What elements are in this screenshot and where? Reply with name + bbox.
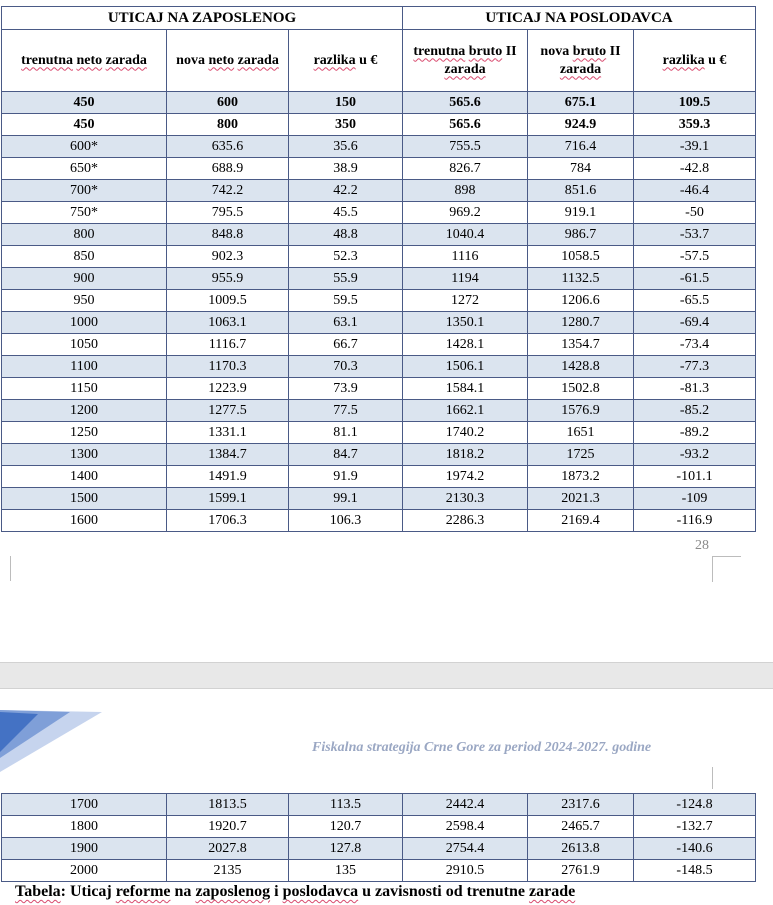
table-cell: 84.7 bbox=[289, 444, 403, 466]
table-cell: 848.8 bbox=[167, 224, 289, 246]
table-row bbox=[2, 794, 756, 816]
table-row bbox=[2, 136, 756, 158]
table-cell: 66.7 bbox=[289, 334, 403, 356]
table-cell: 70.3 bbox=[289, 356, 403, 378]
table-cell: 795.5 bbox=[167, 202, 289, 224]
table-cell: 1900 bbox=[2, 838, 167, 860]
table-cell: 450 bbox=[2, 92, 167, 114]
table-cell: 1300 bbox=[2, 444, 167, 466]
table-cell: 1206.6 bbox=[528, 290, 634, 312]
table-row bbox=[2, 444, 756, 466]
table-cell: 1506.1 bbox=[403, 356, 528, 378]
table-cell: -53.7 bbox=[634, 224, 756, 246]
table-cell: 969.2 bbox=[403, 202, 528, 224]
table-cell: 1100 bbox=[2, 356, 167, 378]
header-corner-mark bbox=[712, 767, 714, 789]
table-cell: 1974.2 bbox=[403, 466, 528, 488]
table-cell: 1400 bbox=[2, 466, 167, 488]
table-cell: -61.5 bbox=[634, 268, 756, 290]
table-cell: 688.9 bbox=[167, 158, 289, 180]
table-cell: 700* bbox=[2, 180, 167, 202]
table-cell: -69.4 bbox=[634, 312, 756, 334]
table-cell: 73.9 bbox=[289, 378, 403, 400]
table-cell: 91.9 bbox=[289, 466, 403, 488]
table-cell: 1384.7 bbox=[167, 444, 289, 466]
table-cell: 1873.2 bbox=[528, 466, 634, 488]
table-cell: -148.5 bbox=[634, 860, 756, 882]
table-cell: 1920.7 bbox=[167, 816, 289, 838]
table-cell: -89.2 bbox=[634, 422, 756, 444]
employee-impact-header: UTICAJ NA ZAPOSLENOG bbox=[2, 7, 403, 30]
table-cell: 851.6 bbox=[528, 180, 634, 202]
table-cell: 1116.7 bbox=[167, 334, 289, 356]
table-cell: -77.3 bbox=[634, 356, 756, 378]
table-cell: 1576.9 bbox=[528, 400, 634, 422]
table-cell: 950 bbox=[2, 290, 167, 312]
table-cell: 600* bbox=[2, 136, 167, 158]
table-cell: 716.4 bbox=[528, 136, 634, 158]
table-row bbox=[2, 224, 756, 246]
table-cell: 826.7 bbox=[403, 158, 528, 180]
table-cell: 1700 bbox=[2, 794, 167, 816]
table-cell: -116.9 bbox=[634, 510, 756, 532]
table-cell: 1428.8 bbox=[528, 356, 634, 378]
table-cell: 1500 bbox=[2, 488, 167, 510]
table-cell: -101.1 bbox=[634, 466, 756, 488]
table-cell: 2761.9 bbox=[528, 860, 634, 882]
table-cell: 2317.6 bbox=[528, 794, 634, 816]
table-row bbox=[2, 268, 756, 290]
table-row bbox=[2, 860, 756, 882]
table-cell: 919.1 bbox=[528, 202, 634, 224]
table-cell: -93.2 bbox=[634, 444, 756, 466]
table-row bbox=[2, 838, 756, 860]
table-cell: 1132.5 bbox=[528, 268, 634, 290]
table-cell: 2598.4 bbox=[403, 816, 528, 838]
table-cell: 127.8 bbox=[289, 838, 403, 860]
page-gap bbox=[0, 662, 773, 689]
table-cell: 1170.3 bbox=[167, 356, 289, 378]
employer-impact-header: UTICAJ NA POSLODAVCA bbox=[403, 7, 756, 30]
table-cell: 600 bbox=[167, 92, 289, 114]
table-row bbox=[2, 246, 756, 268]
table-cell: -81.3 bbox=[634, 378, 756, 400]
table-cell: 1063.1 bbox=[167, 312, 289, 334]
table-cell: 1584.1 bbox=[403, 378, 528, 400]
table-cell: 45.5 bbox=[289, 202, 403, 224]
table-cell: 565.6 bbox=[403, 92, 528, 114]
table-cell: 81.1 bbox=[289, 422, 403, 444]
table-cell: 1150 bbox=[2, 378, 167, 400]
table-cell: 1280.7 bbox=[528, 312, 634, 334]
table-cell: 1223.9 bbox=[167, 378, 289, 400]
table-row bbox=[2, 92, 756, 114]
table-cell: 2910.5 bbox=[403, 860, 528, 882]
table-cell: 898 bbox=[403, 180, 528, 202]
table-cell: -109 bbox=[634, 488, 756, 510]
table-cell: 1428.1 bbox=[403, 334, 528, 356]
table-row bbox=[2, 180, 756, 202]
table-row bbox=[2, 114, 756, 136]
page-number: 28 bbox=[695, 538, 709, 553]
column-header-1: trenutna neto zarada bbox=[2, 30, 167, 92]
table-cell: 135 bbox=[289, 860, 403, 882]
table-cell: 2021.3 bbox=[528, 488, 634, 510]
table-cell: 1050 bbox=[2, 334, 167, 356]
table-cell: -85.2 bbox=[634, 400, 756, 422]
table-cell: 1194 bbox=[403, 268, 528, 290]
table-cell: 450 bbox=[2, 114, 167, 136]
column-header-4: trenutna bruto II zarada bbox=[403, 30, 528, 92]
table-cell: 1491.9 bbox=[167, 466, 289, 488]
table-cell: -65.5 bbox=[634, 290, 756, 312]
column-header-6: razlika u € bbox=[634, 30, 756, 92]
table-cell: 35.6 bbox=[289, 136, 403, 158]
table-cell: 63.1 bbox=[289, 312, 403, 334]
table-cell: 2027.8 bbox=[167, 838, 289, 860]
table-cell: -57.5 bbox=[634, 246, 756, 268]
table-cell: -124.8 bbox=[634, 794, 756, 816]
table-cell: 2000 bbox=[2, 860, 167, 882]
table-cell: 1725 bbox=[528, 444, 634, 466]
table-cell: 1813.5 bbox=[167, 794, 289, 816]
table-cell: 750* bbox=[2, 202, 167, 224]
table-cell: 42.2 bbox=[289, 180, 403, 202]
table-cell: 2613.8 bbox=[528, 838, 634, 860]
table-cell: 784 bbox=[528, 158, 634, 180]
table-cell: -140.6 bbox=[634, 838, 756, 860]
table-cell: -50 bbox=[634, 202, 756, 224]
table-cell: 1277.5 bbox=[167, 400, 289, 422]
table-row bbox=[2, 356, 756, 378]
table-cell: 2169.4 bbox=[528, 510, 634, 532]
table-cell: 1662.1 bbox=[403, 400, 528, 422]
table-cell: 1331.1 bbox=[167, 422, 289, 444]
table-cell: 99.1 bbox=[289, 488, 403, 510]
table-cell: 1116 bbox=[403, 246, 528, 268]
table-cell: 120.7 bbox=[289, 816, 403, 838]
table-cell: 1740.2 bbox=[403, 422, 528, 444]
table-cell: 565.6 bbox=[403, 114, 528, 136]
table-row bbox=[2, 312, 756, 334]
table-cell: 150 bbox=[289, 92, 403, 114]
table-row bbox=[2, 816, 756, 838]
table-cell: 850 bbox=[2, 246, 167, 268]
table-cell: 1200 bbox=[2, 400, 167, 422]
table-cell: 1818.2 bbox=[403, 444, 528, 466]
table-cell: 1250 bbox=[2, 422, 167, 444]
table-cell: 986.7 bbox=[528, 224, 634, 246]
table-cell: 1040.4 bbox=[403, 224, 528, 246]
table-cell: -42.8 bbox=[634, 158, 756, 180]
page-corner-mark-left bbox=[2, 556, 11, 581]
table-row bbox=[2, 334, 756, 356]
running-header: Fiskalna strategija Crne Gore za period 2024-2027. godine bbox=[312, 740, 652, 755]
table-cell: 52.3 bbox=[289, 246, 403, 268]
table-cell: 675.1 bbox=[528, 92, 634, 114]
table-cell: 1706.3 bbox=[167, 510, 289, 532]
column-header-5: nova bruto II zarada bbox=[528, 30, 634, 92]
table-row bbox=[2, 466, 756, 488]
table-cell: 1058.5 bbox=[528, 246, 634, 268]
table-cell: 1502.8 bbox=[528, 378, 634, 400]
table-cell: 1800 bbox=[2, 816, 167, 838]
table-row bbox=[2, 400, 756, 422]
table-caption: Tabela: Uticaj reforme na zaposlenog i poslodavca u zavisnosti od trenutne zarade bbox=[15, 883, 576, 900]
table-cell: 350 bbox=[289, 114, 403, 136]
table-row bbox=[2, 378, 756, 400]
table-cell: 924.9 bbox=[528, 114, 634, 136]
table-cell: 38.9 bbox=[289, 158, 403, 180]
table-cell: 2754.4 bbox=[403, 838, 528, 860]
table-cell: 77.5 bbox=[289, 400, 403, 422]
table-cell: 109.5 bbox=[634, 92, 756, 114]
table-cell: 55.9 bbox=[289, 268, 403, 290]
table-cell: 955.9 bbox=[167, 268, 289, 290]
table-cell: 755.5 bbox=[403, 136, 528, 158]
table-cell: 1009.5 bbox=[167, 290, 289, 312]
table-cell: -73.4 bbox=[634, 334, 756, 356]
table-row bbox=[2, 510, 756, 532]
column-header-3: razlika u € bbox=[289, 30, 403, 92]
table-cell: 1000 bbox=[2, 312, 167, 334]
table-cell: 1350.1 bbox=[403, 312, 528, 334]
table-cell: 113.5 bbox=[289, 794, 403, 816]
column-header-2: nova neto zarada bbox=[167, 30, 289, 92]
table-cell: 900 bbox=[2, 268, 167, 290]
table-cell: 800 bbox=[167, 114, 289, 136]
table-row bbox=[2, 202, 756, 224]
table-cell: 650* bbox=[2, 158, 167, 180]
table-row bbox=[2, 422, 756, 444]
table-cell: 2130.3 bbox=[403, 488, 528, 510]
salary-impact-table-page-2 bbox=[1, 793, 756, 882]
table-row bbox=[2, 488, 756, 510]
blue-triangle-logo-icon bbox=[0, 710, 110, 790]
table-cell: 59.5 bbox=[289, 290, 403, 312]
table-cell: 2465.7 bbox=[528, 816, 634, 838]
table-cell: -132.7 bbox=[634, 816, 756, 838]
table-cell: 2135 bbox=[167, 860, 289, 882]
table-cell: 635.6 bbox=[167, 136, 289, 158]
salary-impact-table-page-1 bbox=[1, 6, 756, 532]
page-corner-mark-right bbox=[712, 556, 741, 582]
table-cell: 48.8 bbox=[289, 224, 403, 246]
table-cell: -46.4 bbox=[634, 180, 756, 202]
table-cell: 1651 bbox=[528, 422, 634, 444]
table-cell: 1354.7 bbox=[528, 334, 634, 356]
table-row bbox=[2, 290, 756, 312]
table-cell: 106.3 bbox=[289, 510, 403, 532]
table-cell: 902.3 bbox=[167, 246, 289, 268]
table-cell: 1599.1 bbox=[167, 488, 289, 510]
table-cell: 359.3 bbox=[634, 114, 756, 136]
table-cell: 2286.3 bbox=[403, 510, 528, 532]
table-cell: 2442.4 bbox=[403, 794, 528, 816]
table-cell: 1272 bbox=[403, 290, 528, 312]
table-cell: 800 bbox=[2, 224, 167, 246]
table-cell: 1600 bbox=[2, 510, 167, 532]
table-cell: -39.1 bbox=[634, 136, 756, 158]
table-cell: 742.2 bbox=[167, 180, 289, 202]
table-row bbox=[2, 158, 756, 180]
